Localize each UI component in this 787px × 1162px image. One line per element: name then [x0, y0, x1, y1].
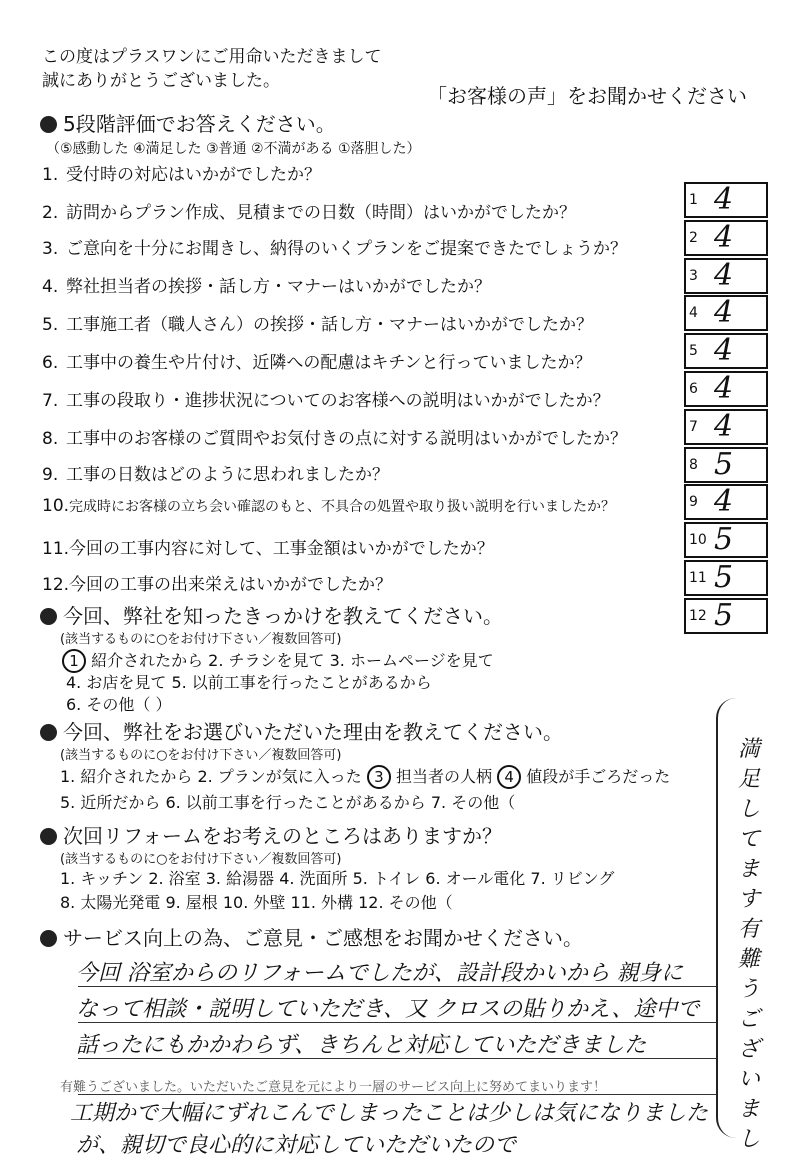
next-note: (該当するものに○をお付け下さい／複数回答可): [60, 852, 342, 867]
answer-box: [684, 560, 768, 596]
next-heading: [40, 820, 502, 849]
question-number: 5.: [42, 315, 59, 335]
answer-box: [684, 484, 768, 520]
intro-line-1: この度はプラスワンにご用命いただきまして: [42, 47, 382, 67]
answer-box-number: 3: [689, 268, 698, 284]
answer-box-number: 10: [689, 532, 707, 548]
answer-value: 4: [714, 182, 734, 217]
answer-box-number: 12: [689, 608, 707, 624]
reason-line-1b: 担当者の人柄: [395, 767, 492, 786]
answer-value: 4: [714, 409, 734, 444]
bullet-icon: [40, 608, 57, 625]
know-option-line-2: 4. お店を見て 5. 以前工事を行ったことがあるから: [66, 673, 432, 692]
handwritten-comment-4: 工期かで大幅にずれこんでしまったことは少しは気になりました: [70, 1101, 709, 1126]
answer-value: 4: [714, 258, 734, 293]
question-number: 1.: [42, 165, 59, 185]
question-row: [42, 348, 591, 373]
reason-line-1a: 1. 紹介されたから 2. プランが気に入った: [60, 767, 362, 786]
question-row: [42, 234, 627, 259]
reason-option-line-2: 5. 近所だから 6. 以前工事を行ったことがあるから 7. その他（: [60, 793, 516, 812]
question-number: 12.: [42, 575, 70, 595]
question-number: 7.: [42, 391, 59, 411]
question-text: 訪問からプラン作成、見積までの日数（時間）はいかがでしたか？: [66, 203, 576, 223]
answer-value: 4: [714, 371, 734, 406]
rating-heading: [40, 108, 336, 137]
intro-line-2: 誠にありがとうございました。: [42, 71, 280, 91]
answer-box: [684, 258, 768, 294]
thanks-note: 有難うございました。いただいたご意見を元により一層のサービス向上に努めてまいります！: [60, 1080, 607, 1095]
know-heading-text: 今回、弊社を知ったきっかけを教えてください。: [63, 604, 503, 628]
answer-value: 4: [714, 295, 734, 330]
circled-answer: 3: [367, 765, 391, 789]
know-heading: [40, 600, 503, 629]
answer-box-number: 11: [689, 570, 707, 586]
answer-box: [684, 295, 768, 331]
question-row: [42, 160, 321, 185]
question-number: 9.: [42, 465, 59, 485]
answer-box: [684, 182, 768, 218]
reason-note: (該当するものに○をお付け下さい／複数回答可): [60, 748, 342, 763]
handwritten-side-note: 満 足 し て ま す 有 難 う ご ざ い ま し: [737, 737, 760, 1152]
voice-title: 「お客様の声」をお聞かせください: [427, 84, 747, 108]
answer-box-number: 6: [689, 381, 698, 397]
answer-box: [684, 522, 768, 558]
bullet-icon: [40, 930, 57, 947]
answer-box-number: 4: [689, 305, 698, 321]
bullet-icon: [40, 724, 57, 741]
question-number: 2.: [42, 203, 59, 223]
question-text: 工事中の養生や片付け、近隣への配慮はキチンと行っていましたか？: [66, 353, 592, 373]
question-row: [42, 272, 491, 297]
service-heading-text: サービス向上の為、ご意見・ご感想をお聞かせください。: [63, 926, 583, 950]
answer-box: [684, 220, 768, 256]
rating-legend: （⑤感動した ④満足した ③普通 ②不満がある ①落胆した）: [46, 141, 421, 157]
reason-option-line-1: [60, 764, 670, 789]
circled-answer: 1: [62, 649, 86, 673]
answer-box-number: 8: [689, 457, 698, 473]
question-text: 今回の工事内容に対して、工事金額はいかがでしたか？: [69, 539, 494, 559]
know-option-line-3: 6. その他（ ）: [66, 695, 172, 714]
handwritten-comment-2: なって相談・説明していただき、又 クロスの貼りかえ、途中で: [76, 997, 700, 1022]
answer-value: 5: [714, 522, 734, 557]
service-heading: [40, 922, 583, 951]
question-text: ご意向を十分にお聞きし、納得のいくプランをご提案できたでしょうか？: [66, 239, 627, 259]
question-number: 4.: [42, 277, 59, 297]
answer-value: 4: [714, 333, 734, 368]
question-text: 工事の日数はどのように思われましたか？: [66, 465, 389, 485]
answer-value: 5: [714, 447, 734, 482]
reason-heading: [40, 716, 563, 745]
question-row: [42, 534, 494, 559]
answer-box-number: 9: [689, 494, 698, 510]
know-note: (該当するものに○をお付け下さい／複数回答可): [60, 632, 342, 647]
question-row: [42, 424, 627, 449]
next-option-line-2: 8. 太陽光発電 9. 屋根 10. 外壁 11. 外構 12. その他（: [60, 893, 453, 912]
question-row: [42, 310, 593, 335]
next-option-line-1: 1. キッチン 2. 浴室 3. 給湯器 4. 洗面所 5. トイレ 6. オール電化 7. リビング: [60, 869, 615, 888]
answer-box-number: 2: [689, 230, 698, 246]
bullet-icon: [40, 828, 57, 845]
answer-box: [684, 598, 768, 634]
question-row: [42, 198, 576, 223]
question-number: 6.: [42, 353, 59, 373]
question-text: 完成時にお客様の立ち会い確認のもと、不具合の処置や取り扱い説明を行いましたか？: [69, 499, 616, 515]
question-text: 今回の工事の出来栄えはいかがでしたか？: [69, 575, 393, 595]
answer-value: 5: [714, 560, 734, 595]
answer-box: [684, 409, 768, 445]
answer-value: 4: [714, 484, 734, 519]
question-text: 受付時の対応はいかがでしたか？: [66, 165, 321, 185]
rating-heading-text: 5段階評価でお答えください。: [63, 112, 336, 136]
question-text: 弊社担当者の挨拶・話し方・マナーはいかがでしたか？: [66, 277, 491, 297]
next-heading-text: 次回リフォームをお考えのところはありますか？: [63, 824, 502, 848]
question-row: [42, 386, 610, 411]
question-text: 工事中のお客様のご質問やお気付きの点に対する説明はいかがでしたか？: [66, 429, 627, 449]
answer-box: [684, 371, 768, 407]
question-text: 工事の段取り・進捗状況についてのお客様への説明はいかがでしたか？: [66, 391, 610, 411]
question-number: 11.: [42, 539, 70, 559]
handwritten-comment-5: が、親切で良心的に対応していただいたので: [76, 1133, 517, 1158]
question-number: 10.: [42, 496, 70, 516]
answer-box: [684, 333, 768, 369]
question-number: 3.: [42, 239, 59, 259]
question-number: 8.: [42, 429, 59, 449]
reason-line-1c: 値段が手ごろだった: [526, 767, 671, 786]
answer-value: 5: [714, 598, 734, 633]
answer-box-number: 1: [689, 192, 698, 208]
question-row: [42, 570, 392, 595]
answer-value: 4: [714, 220, 734, 255]
handwritten-comment-3: 話ったにもかかわらず、きちんと対応していただきました: [76, 1033, 647, 1058]
answer-box-number: 5: [689, 343, 698, 359]
reason-heading-text: 今回、弊社をお選びいただいた理由を教えてください。: [63, 720, 563, 744]
question-row: [42, 496, 615, 516]
question-text: 工事施工者（職人さん）の挨拶・話し方・マナーはいかがでしたか？: [66, 315, 593, 335]
know-line-1-text: 紹介されたから 2. チラシを見て 3. ホームページを見て: [91, 651, 494, 670]
question-row: [42, 460, 389, 485]
circled-answer: 4: [497, 765, 521, 789]
answer-box-number: 7: [689, 419, 698, 435]
answer-box: [684, 447, 768, 483]
handwritten-comment-1: 今回 浴室からのリフォームでしたが、設計段かいから 親身に: [76, 961, 683, 986]
bullet-icon: [40, 116, 57, 133]
